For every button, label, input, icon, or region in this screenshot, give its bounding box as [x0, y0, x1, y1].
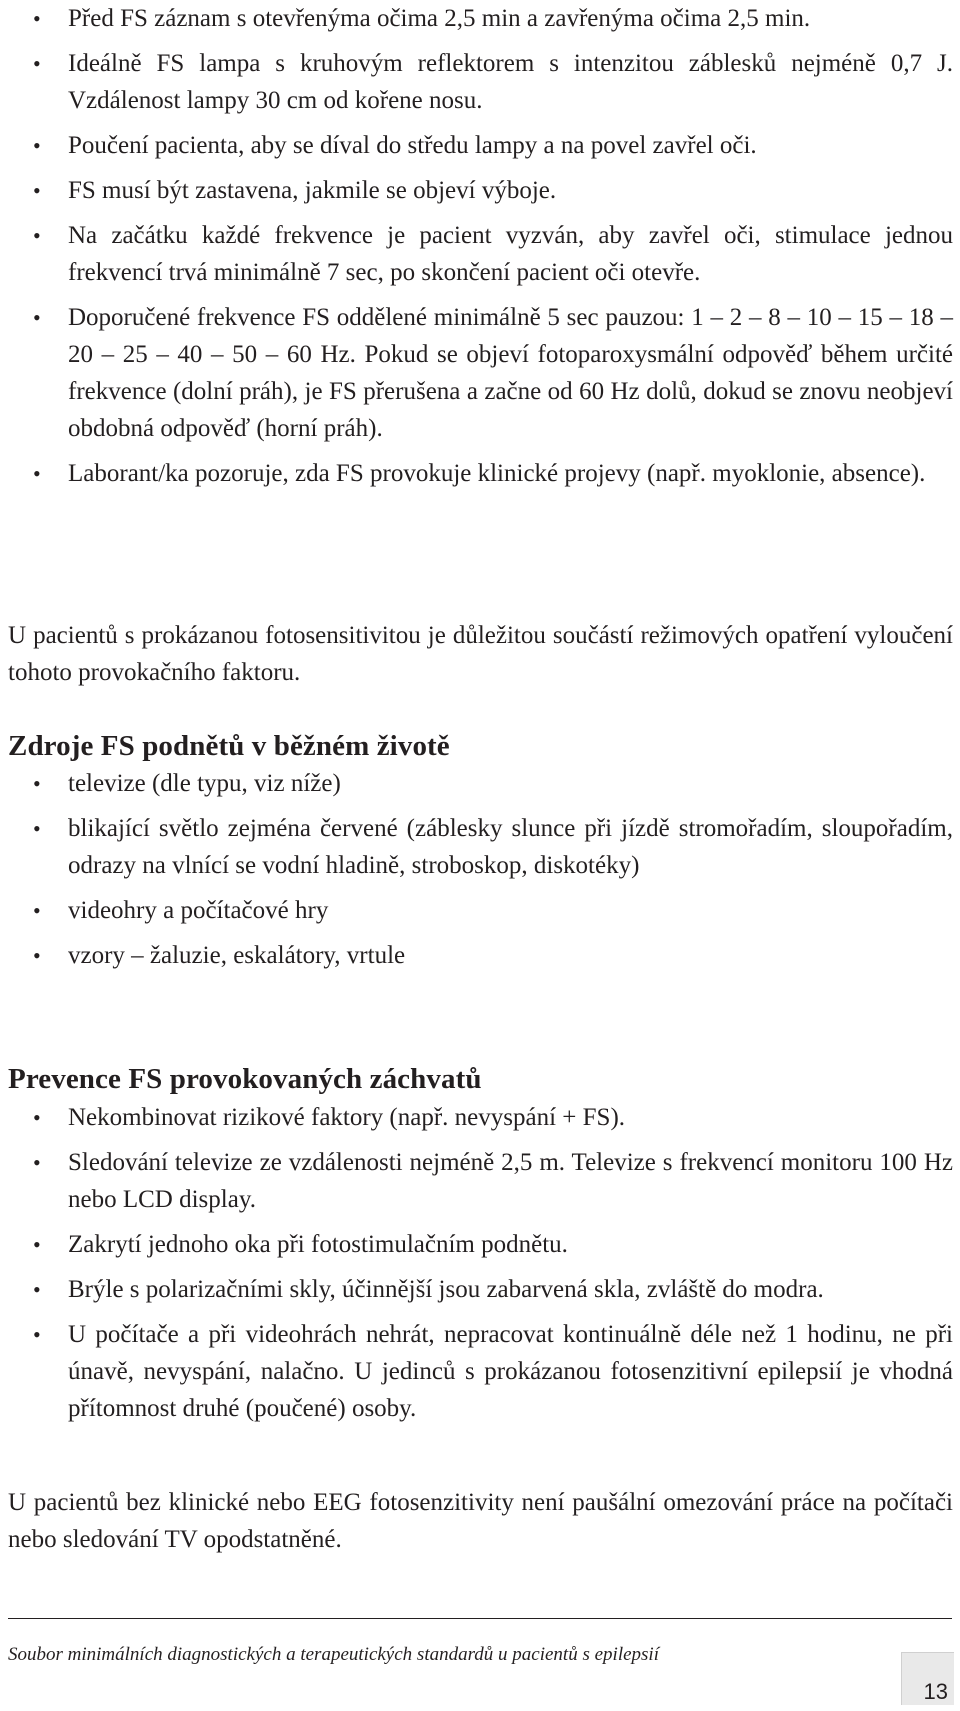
footer-title: Soubor minimálních diagnostických a terapeutických standardů u pacientů s epilepsií: [8, 1644, 659, 1665]
list-item: • Před FS záznam s otevřenýma očima 2,5 min a zavřenýma očima 2,5 min.: [8, 0, 953, 37]
fs-sources-list: [8, 765, 953, 982]
bullet-icon: •: [33, 1105, 41, 1130]
list-item: • Doporučené frekvence FS oddělené minimálně 5 sec pauzou: 1 – 2 – 8 – 10 – 15 – 18 – 20 – 25 – 40 – 50 – 60 Hz. Pokud se objeví fotoparoxysmální odpověď během určité frekvence (dolní práh), je FS přerušena a začne od 60 Hz dolů, dokud se znovu neobjeví obdobná odpověď (horní práh).: [8, 299, 953, 447]
paragraph-no-restriction: U pacientů bez klinické nebo EEG fotosenzitivity není paušální omezování práce na počítači nebo sledování TV opodstatněné.: [8, 1489, 953, 1553]
bullet-icon: •: [33, 898, 41, 923]
list-item: • U počítače a při videohrách nehrát, nepracovat kontinuálně déle než 1 hodinu, ne při únavě, nevyspání, nalačno. U jedinců s prokázanou fotosenzitivní epilepsií je vhodná přítomnost druhé (poučené) osoby.: [8, 1316, 953, 1427]
list-item: • FS musí být zastavena, jakmile se objeví výboje.: [8, 172, 953, 209]
bullet-icon: •: [33, 6, 41, 31]
list-item: • Brýle s polarizačními skly, účinnější jsou zabarvená skla, zvláště do modra.: [8, 1271, 953, 1308]
list-item: • Poučení pacienta, aby se díval do středu lampy a na povel zavřel oči.: [8, 127, 953, 164]
list-item: • blikající světlo zejména červené (záblesky slunce při jízdě stromořadím, sloupořadím, odrazy na vlnící se vodní hladině, stroboskop, diskotéky): [8, 810, 953, 884]
bullet-icon: •: [33, 943, 41, 968]
bullet-icon: •: [33, 816, 41, 841]
bullet-icon: •: [33, 51, 41, 76]
fs-procedure-list: [8, 0, 953, 500]
footer-divider: [8, 1618, 952, 1619]
bullet-icon: •: [33, 461, 41, 486]
bullet-icon: •: [33, 178, 41, 203]
paragraph-photosensitivity: U pacientů s prokázanou fotosensitivitou je důležitou součástí režimových opatření vyloučení tohoto provokačního faktoru.: [8, 622, 953, 686]
list-item: • Ideálně FS lampa s kruhovým reflektorem s intenzitou záblesků nejméně 0,7 J. Vzdálenost lampy 30 cm od kořene nosu.: [8, 45, 953, 119]
bullet-icon: •: [33, 771, 41, 796]
section-heading-prevention: Prevence FS provokovaných záchvatů: [8, 1063, 482, 1095]
bullet-icon: •: [33, 1322, 41, 1347]
bullet-icon: •: [33, 1232, 41, 1257]
list-item: • Na začátku každé frekvence je pacient vyzván, aby zavřel oči, stimulace jednou frekvencí trvá minimálně 7 sec, po skončení pacient oči otevře.: [8, 217, 953, 291]
bullet-icon: •: [33, 1277, 41, 1302]
page-number: 13: [923, 1679, 948, 1704]
bullet-icon: •: [33, 1150, 41, 1175]
list-item: • Nekombinovat rizikové faktory (např. nevyspání + FS).: [8, 1099, 953, 1136]
list-item: • Laborant/ka pozoruje, zda FS provokuje klinické projevy (např. myoklonie, absence).: [8, 455, 953, 492]
fs-prevention-list: [8, 1099, 953, 1435]
section-heading-sources: Zdroje FS podnětů v běžném životě: [8, 730, 450, 762]
list-item: • televize (dle typu, viz níže): [8, 765, 953, 802]
bullet-icon: •: [33, 305, 41, 330]
list-item: • Zakrytí jednoho oka při fotostimulačním podnětu.: [8, 1226, 953, 1263]
list-item: • Sledování televize ze vzdálenosti nejméně 2,5 m. Televize s frekvencí monitoru 100 Hz nebo LCD display.: [8, 1144, 953, 1218]
bullet-icon: •: [33, 133, 41, 158]
list-item: • vzory – žaluzie, eskalátory, vrtule: [8, 937, 953, 974]
bullet-icon: •: [33, 223, 41, 248]
list-item: • videohry a počítačové hry: [8, 892, 953, 929]
